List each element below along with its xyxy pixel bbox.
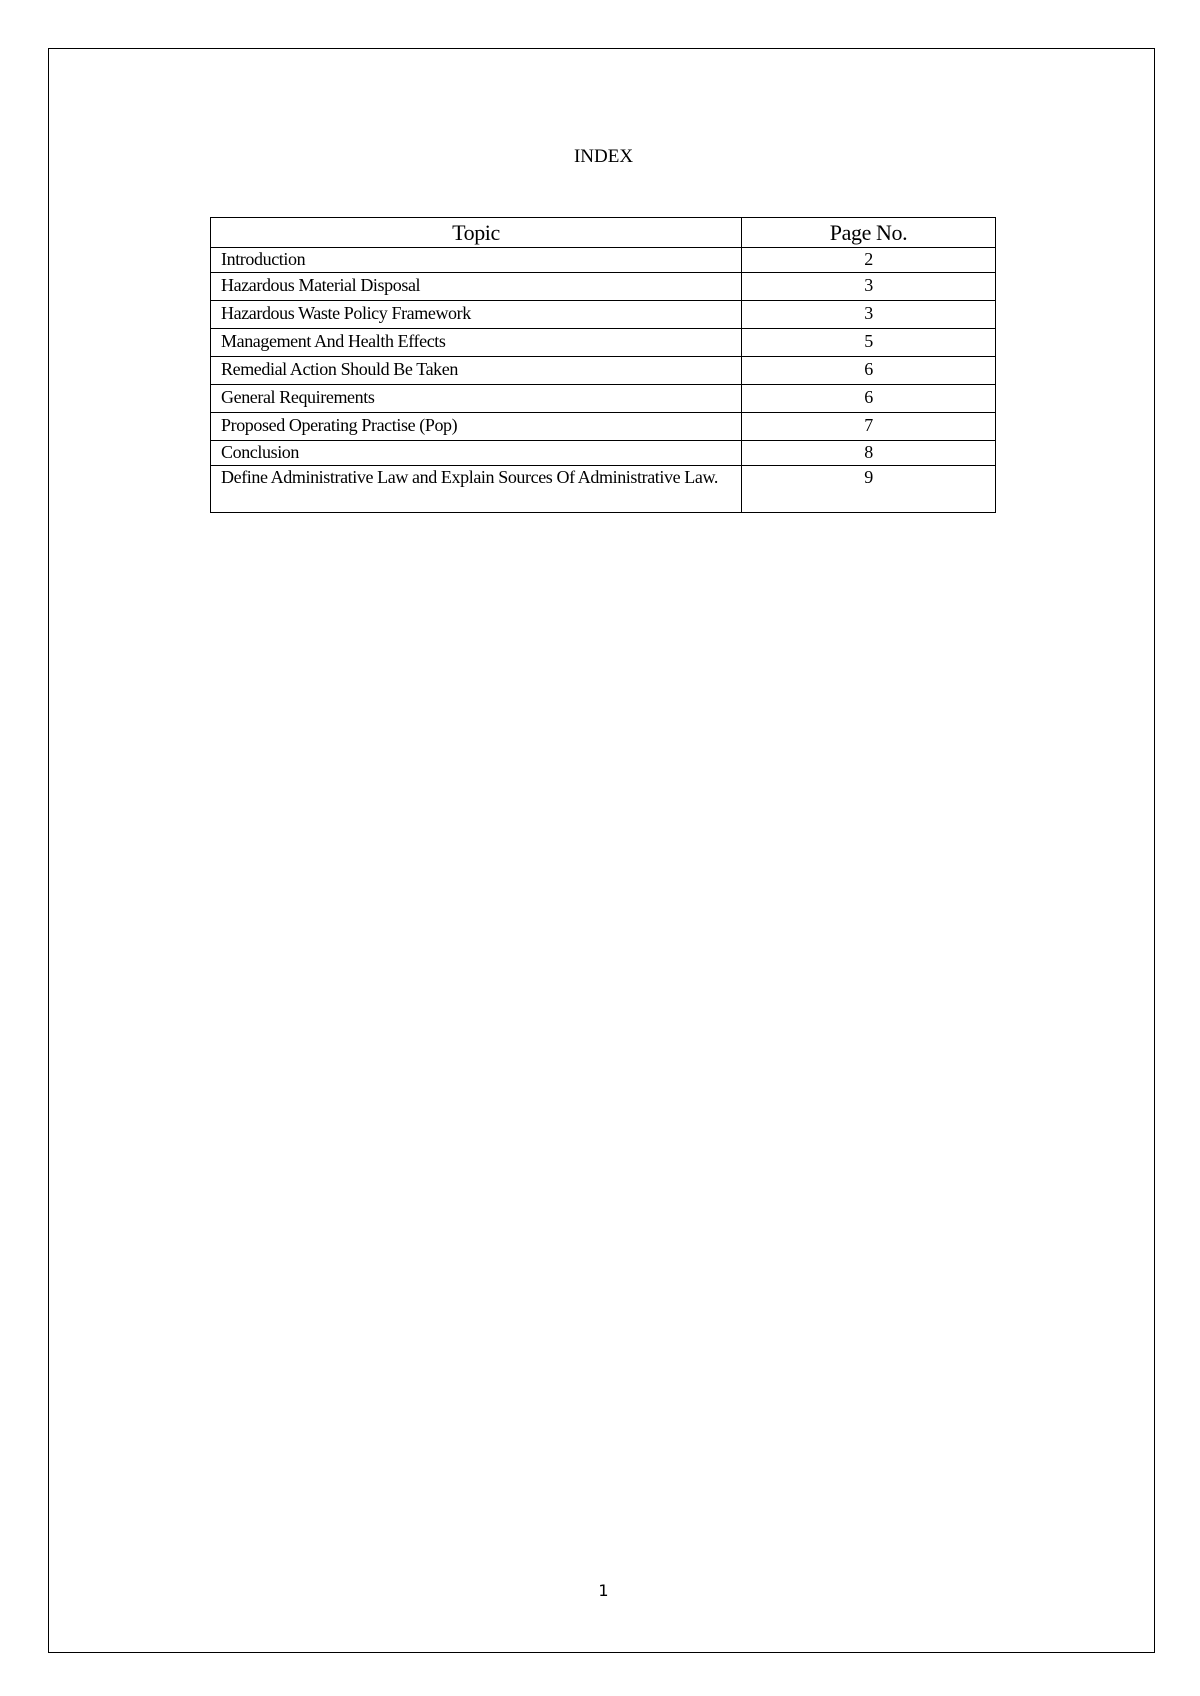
- table-row: [211, 441, 996, 466]
- table-row: [211, 413, 996, 441]
- topic-cell: Introduction: [211, 248, 742, 273]
- table-row: [211, 273, 996, 301]
- page-number-cell: 3: [742, 301, 996, 329]
- table-row: [211, 301, 996, 329]
- topic-cell: Hazardous Waste Policy Framework: [211, 301, 742, 329]
- topic-cell: General Requirements: [211, 385, 742, 413]
- topic-cell: Remedial Action Should Be Taken: [211, 357, 742, 385]
- table-row: [211, 466, 996, 513]
- table-row: [211, 357, 996, 385]
- page-number-cell: 6: [742, 385, 996, 413]
- table-row: [211, 385, 996, 413]
- topic-cell: Conclusion: [211, 441, 742, 466]
- topic-cell: Hazardous Material Disposal: [211, 273, 742, 301]
- page-number-cell: 3: [742, 273, 996, 301]
- table-row: [211, 248, 996, 273]
- page-number-cell: 7: [742, 413, 996, 441]
- page-title: INDEX: [573, 146, 634, 167]
- topic-cell: Proposed Operating Practise (Pop): [211, 413, 742, 441]
- topic-cell: Management And Health Effects: [211, 329, 742, 357]
- page-number-cell: 5: [742, 329, 996, 357]
- page-number-column-header: Page No.: [742, 218, 996, 248]
- page-number-cell: 6: [742, 357, 996, 385]
- page-number-cell: 2: [742, 248, 996, 273]
- page-number-cell: 9: [742, 466, 996, 513]
- table-header-row: [211, 218, 996, 248]
- topic-column-header: Topic: [211, 218, 742, 248]
- index-table: [210, 217, 996, 513]
- page-number-cell: 8: [742, 441, 996, 466]
- topic-cell: Define Administrative Law and Explain Sources Of Administrative Law.: [211, 466, 742, 513]
- table-row: [211, 329, 996, 357]
- footer-page-number: 1: [598, 1581, 609, 1600]
